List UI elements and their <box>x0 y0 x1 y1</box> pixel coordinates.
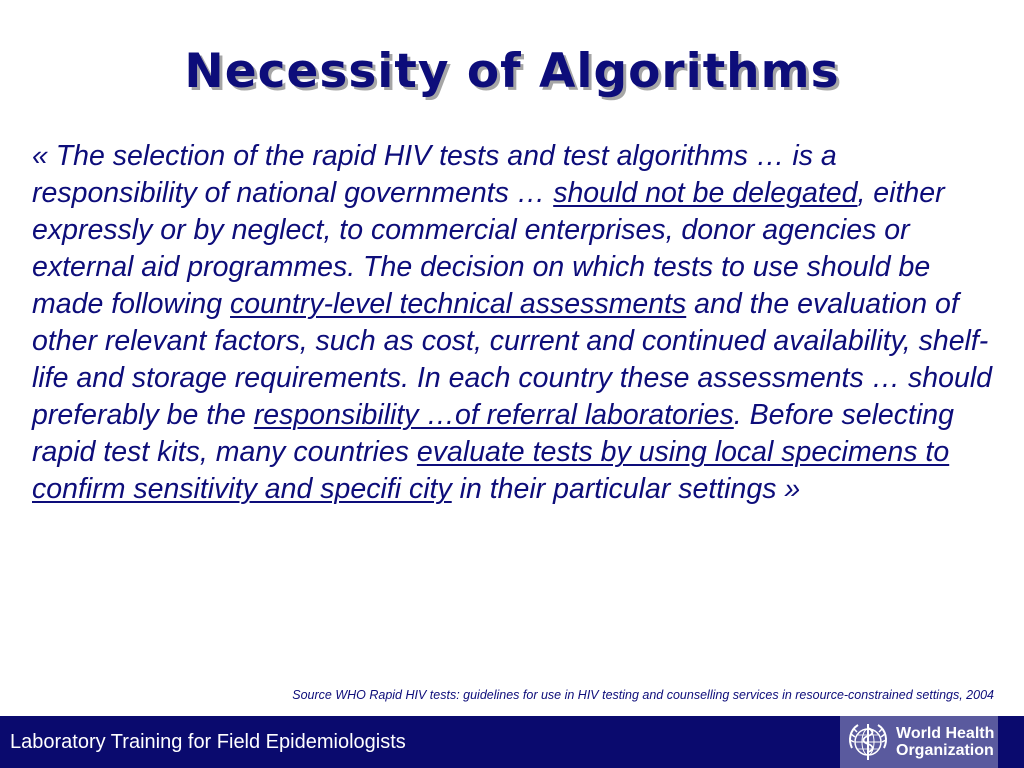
quote-text-1: « The selection of the rapid HIV tests and test algorithms … is a responsibility of national governments … <box>32 140 837 209</box>
slide-title: Necessity of Algorithms <box>184 44 840 99</box>
quote-emphasis-local-evaluation: evaluate tests by using local specimens to confirm sensitivity and specifi city <box>32 436 950 505</box>
who-name-line2: Organization <box>896 742 994 759</box>
source-citation: Source WHO Rapid HIV tests: guidelines for use in HIV testing and counselling services in resource-constrained settings, 2004 <box>292 688 994 702</box>
quote-text-5: in their particular settings » <box>451 473 801 505</box>
quote-paragraph <box>32 138 997 508</box>
who-name <box>896 725 994 759</box>
footer-bar <box>0 716 1024 768</box>
quote-emphasis-delegation: should not be delegated <box>553 177 858 209</box>
quote-text-2: , either expressly or by neglect, to commercial enterprises, donor agencies or external aid programmes. The decision on which tests to use should be made following <box>32 177 945 320</box>
quote-emphasis-assessments: country-level technical assessments <box>230 288 687 320</box>
quote-text-3: and the evaluation of other relevant factors, such as cost, current and continued availability, shelf-life and storage requirements. In each country these assessments … should preferably be the <box>32 288 993 431</box>
who-logo <box>840 716 998 768</box>
footer-text: Laboratory Training for Field Epidemiologists <box>10 731 406 753</box>
quote-text-4: . Before selecting rapid test kits, many countries <box>32 399 954 468</box>
who-emblem-icon <box>844 718 892 766</box>
who-name-line1: World Health <box>896 725 995 742</box>
quote-emphasis-referral-labs: responsibility …of referral laboratories <box>253 399 734 431</box>
